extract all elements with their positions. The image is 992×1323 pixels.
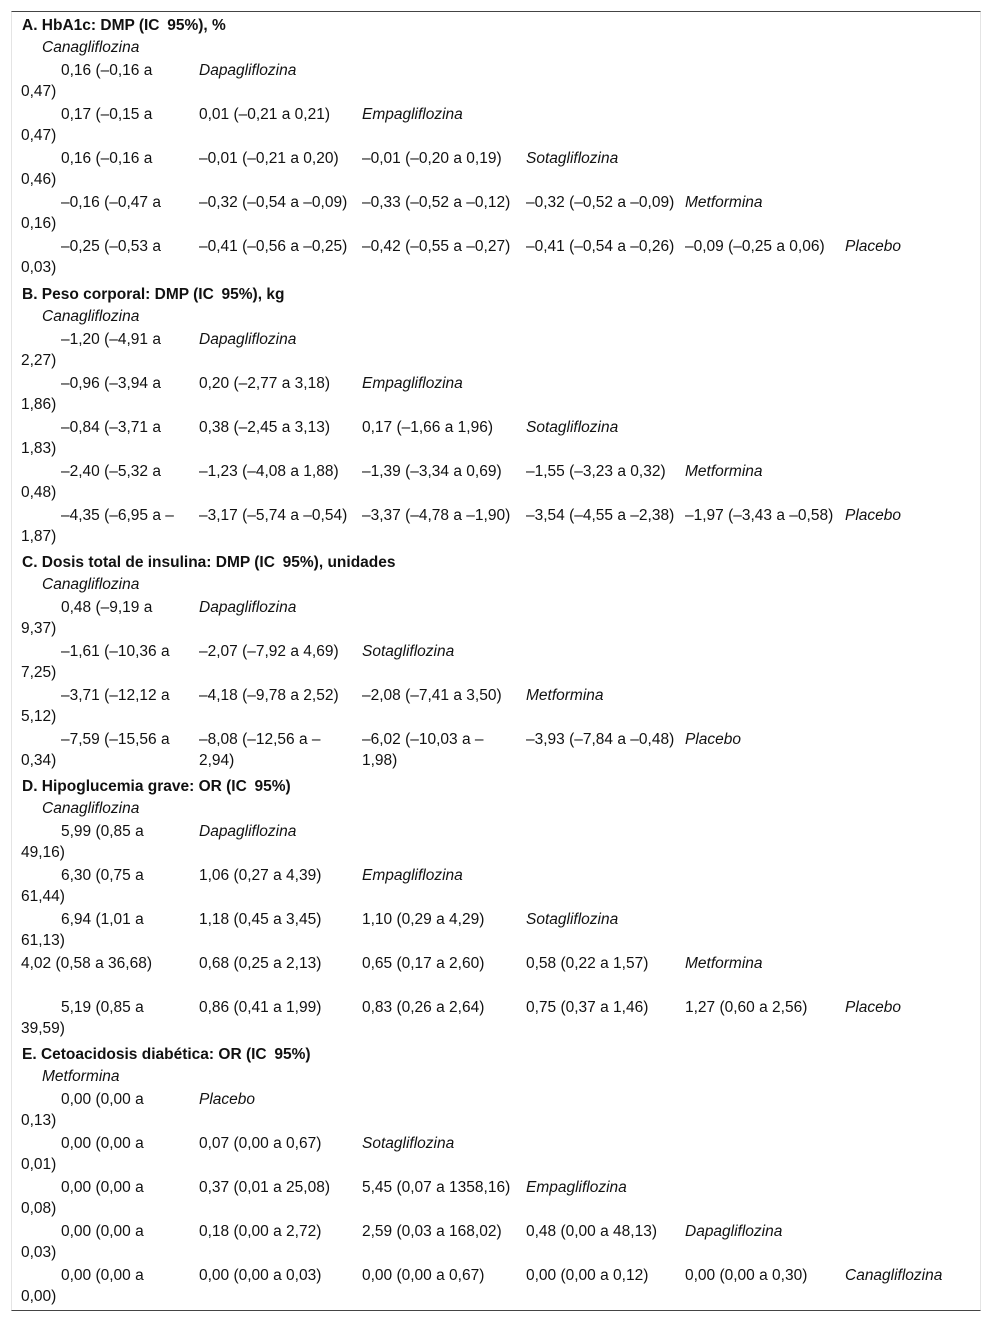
drug-name: Dapagliflozina: [199, 331, 297, 348]
section-title: C. Dosis total de insulina: DMP (IC 95%), unidades: [22, 554, 396, 571]
reference-drug: Canagliflozina: [42, 800, 140, 817]
table-cell: 5,19 (0,85 a 39,59): [21, 999, 144, 1037]
drug-name: Sotagliflozina: [526, 911, 619, 928]
table-cell: 0,17 (–0,15 a 0,47): [21, 106, 153, 144]
reference-drug: Metformina: [42, 1068, 120, 1085]
drug-name: Canagliflozina: [845, 1267, 943, 1284]
table-cell: 0,00 (0,00 a 0,01): [21, 1135, 144, 1173]
section-title: E. Cetoacidosis diabética: OR (IC 95%): [22, 1046, 311, 1063]
table-cell: –1,23 (–4,08 a 1,88): [199, 463, 339, 480]
table-cell: 0,16 (–0,16 a 0,46): [21, 150, 153, 188]
table-cell: 0,75 (0,37 a 1,46): [526, 999, 649, 1016]
table-cell: –0,16 (–0,47 a 0,16): [21, 194, 161, 232]
table-cell: 0,07 (0,00 a 0,67): [199, 1135, 322, 1152]
section-title: A. HbA1c: DMP (IC 95%), %: [22, 17, 226, 34]
table-cell: –0,25 (–0,53 a 0,03): [21, 238, 161, 276]
table-cell: –3,93 (–7,84 a –0,48): [526, 731, 675, 748]
table-cell: 5,99 (0,85 a 49,16): [21, 823, 144, 861]
table-cell: 0,00 (0,00 a 0,13): [21, 1091, 144, 1129]
section-title: B. Peso corporal: DMP (IC 95%), kg: [22, 286, 285, 303]
drug-name: Placebo: [845, 238, 902, 255]
table-cell: 0,17 (–1,66 a 1,96): [362, 419, 493, 436]
table-cell: –3,71 (–12,12 a 5,12): [21, 687, 170, 725]
table-cell: 1,18 (0,45 a 3,45): [199, 911, 322, 928]
table-cell: –3,17 (–5,74 a –0,54): [199, 507, 348, 524]
drug-name: Dapagliflozina: [685, 1223, 783, 1240]
drug-name: Sotagliflozina: [362, 1135, 455, 1152]
table-cell: 0,00 (0,00 a 0,67): [362, 1267, 485, 1284]
table-cell: 0,00 (0,00 a 0,08): [21, 1179, 144, 1217]
drug-name: Sotagliflozina: [362, 643, 455, 660]
table-cell: 0,48 (–9,19 a 9,37): [21, 599, 153, 637]
table-cell: 0,00 (0,00 a 0,03): [21, 1223, 144, 1261]
table-cell: –1,39 (–3,34 a 0,69): [362, 463, 502, 480]
table-cell: –0,32 (–0,54 a –0,09): [199, 194, 348, 211]
drug-name: Metformina: [685, 463, 763, 480]
table-cell: 1,06 (0,27 a 4,39): [199, 867, 322, 884]
drug-name: Dapagliflozina: [199, 599, 297, 616]
table-cell: –0,84 (–3,71 a 1,83): [21, 419, 161, 457]
reference-drug: Canagliflozina: [42, 308, 140, 325]
table-cell: 0,68 (0,25 a 2,13): [199, 955, 322, 972]
table-cell: 0,58 (0,22 a 1,57): [526, 955, 649, 972]
reference-drug: Canagliflozina: [42, 576, 140, 593]
table-cell: –1,20 (–4,91 a 2,27): [21, 331, 161, 369]
table-cell: –0,01 (–0,20 a 0,19): [362, 150, 502, 167]
table-cell: 4,02 (0,58 a 36,68): [21, 955, 152, 972]
table-cell: –1,55 (–3,23 a 0,32): [526, 463, 666, 480]
table-cell: 6,94 (1,01 a 61,13): [21, 911, 144, 949]
table-cell: 0,16 (–0,16 a 0,47): [21, 62, 153, 100]
drug-name: Empagliflozina: [362, 375, 463, 392]
table-cell: 6,30 (0,75 a 61,44): [21, 867, 144, 905]
table-cell: –0,96 (–3,94 a 1,86): [21, 375, 161, 413]
table-cell: –0,09 (–0,25 a 0,06): [685, 238, 825, 255]
drug-name: Empagliflozina: [362, 867, 463, 884]
table-cell: –0,42 (–0,55 a –0,27): [362, 238, 511, 255]
drug-name: Metformina: [526, 687, 604, 704]
table-cell: 0,00 (0,00 a 0,30): [685, 1267, 808, 1284]
table-cell: 0,65 (0,17 a 2,60): [362, 955, 485, 972]
table-cell: 0,00 (0,00 a 0,00): [21, 1267, 144, 1305]
table-cell: 0,38 (–2,45 a 3,13): [199, 419, 330, 436]
drug-name: Placebo: [199, 1091, 256, 1108]
table-cell: 1,10 (0,29 a 4,29): [362, 911, 485, 928]
table-cell: 5,45 (0,07 a 1358,16): [362, 1179, 511, 1196]
drug-name: Metformina: [685, 955, 763, 972]
reference-drug: Canagliflozina: [42, 39, 140, 56]
table-cell: –1,61 (–10,36 a 7,25): [21, 643, 170, 681]
table-cell: –1,97 (–3,43 a –0,58): [685, 507, 834, 524]
drug-name: Dapagliflozina: [199, 823, 297, 840]
table-cell: 0,00 (0,00 a 0,12): [526, 1267, 649, 1284]
table-cell: 0,86 (0,41 a 1,99): [199, 999, 322, 1016]
table-cell: 1,27 (0,60 a 2,56): [685, 999, 808, 1016]
table-cell: –0,33 (–0,52 a –0,12): [362, 194, 511, 211]
table-cell: –0,32 (–0,52 a –0,09): [526, 194, 675, 211]
table-cell: 0,01 (–0,21 a 0,21): [199, 106, 330, 123]
drug-name: Metformina: [685, 194, 763, 211]
drug-name: Sotagliflozina: [526, 419, 619, 436]
table-cell: 2,59 (0,03 a 168,02): [362, 1223, 502, 1240]
table-cell: –3,54 (–4,55 a –2,38): [526, 507, 675, 524]
table-cell: –0,01 (–0,21 a 0,20): [199, 150, 339, 167]
table-cell: –8,08 (–12,56 a –2,94): [199, 731, 321, 769]
table-cell: –2,08 (–7,41 a 3,50): [362, 687, 502, 704]
comparison-table: [11, 11, 981, 1311]
table-cell: –7,59 (–15,56 a 0,34): [21, 731, 170, 769]
table-cell: –3,37 (–4,78 a –1,90): [362, 507, 511, 524]
table-cell: –0,41 (–0,54 a –0,26): [526, 238, 675, 255]
drug-name: Placebo: [845, 999, 902, 1016]
drug-name: Sotagliflozina: [526, 150, 619, 167]
drug-name: Empagliflozina: [526, 1179, 627, 1196]
table-cell: 0,83 (0,26 a 2,64): [362, 999, 485, 1016]
table-cell: –0,41 (–0,56 a –0,25): [199, 238, 348, 255]
table-cell: 0,00 (0,00 a 0,03): [199, 1267, 322, 1284]
table-cell: 0,37 (0,01 a 25,08): [199, 1179, 330, 1196]
drug-name: Empagliflozina: [362, 106, 463, 123]
table-cell: –2,40 (–5,32 a 0,48): [21, 463, 161, 501]
table-cell: 0,18 (0,00 a 2,72): [199, 1223, 322, 1240]
table-cell: –4,35 (–6,95 a –1,87): [21, 507, 174, 545]
table-cell: 0,20 (–2,77 a 3,18): [199, 375, 330, 392]
table-cell: 0,48 (0,00 a 48,13): [526, 1223, 657, 1240]
section-title: D. Hipoglucemia grave: OR (IC 95%): [22, 778, 291, 795]
table-cell: –6,02 (–10,03 a –1,98): [362, 731, 484, 769]
drug-name: Placebo: [845, 507, 902, 524]
drug-name: Dapagliflozina: [199, 62, 297, 79]
table-cell: –2,07 (–7,92 a 4,69): [199, 643, 339, 660]
drug-name: Placebo: [685, 731, 742, 748]
table-cell: –4,18 (–9,78 a 2,52): [199, 687, 339, 704]
